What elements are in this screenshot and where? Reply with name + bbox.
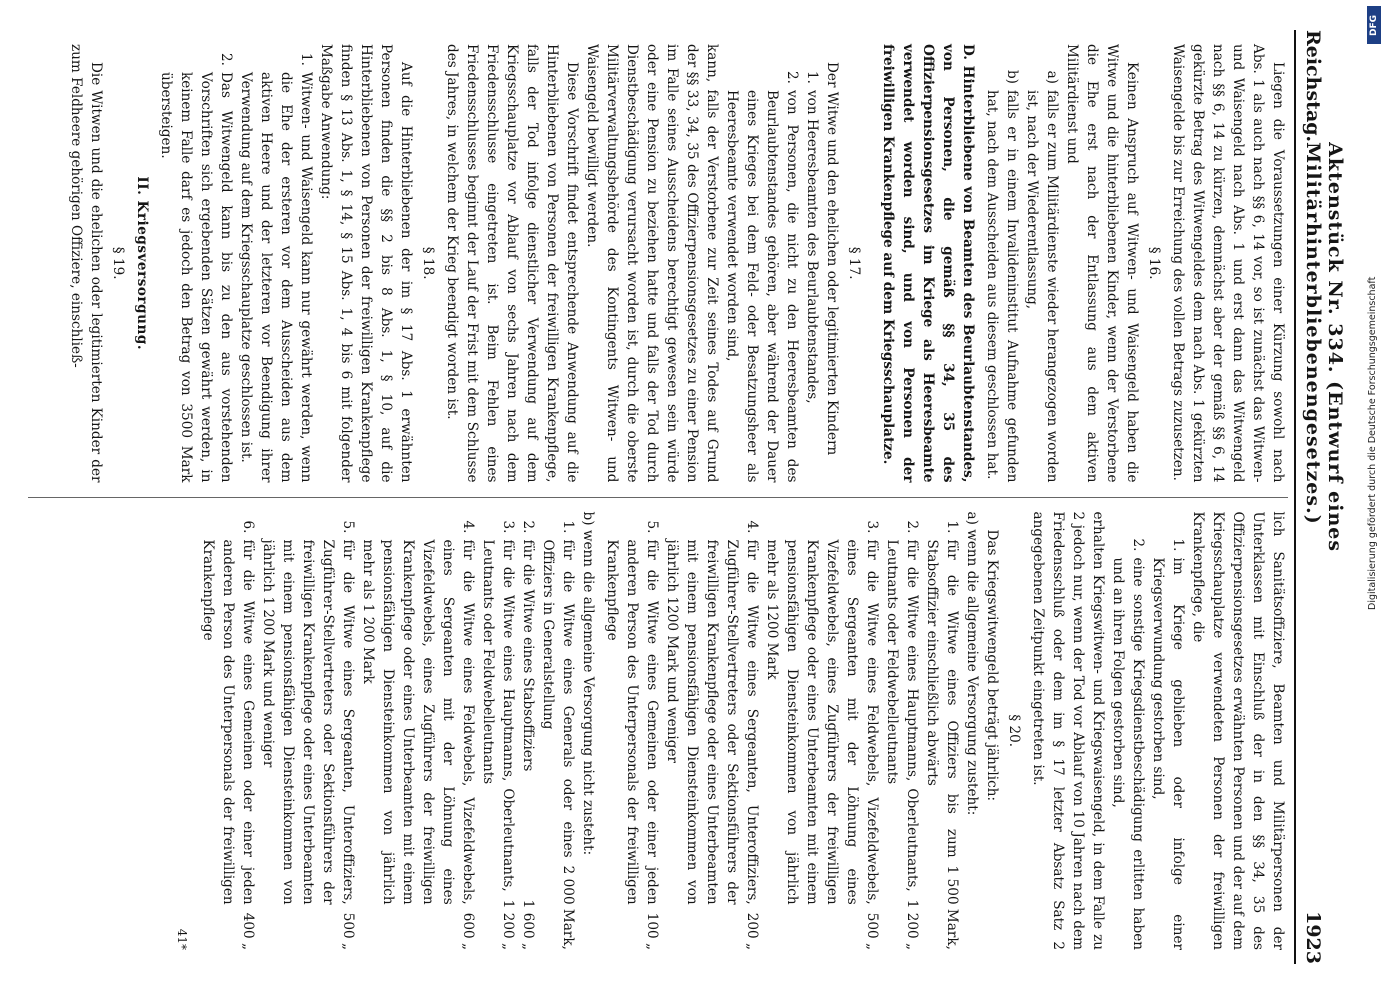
header-title: Aktenstück Nr. 334. (Entwurf eines Militärhinterbliebenengesetzes.) [1302, 142, 1346, 553]
signature-mark: 41* [175, 928, 189, 950]
list-item: 2. eine sonstige Kriegsdienstbeschädigung erlitten haben und an ihren Folgen gestorben sind, [1110, 538, 1146, 950]
part-heading: II. Kriegsversorgung. [134, 176, 151, 351]
list-item: 1. von Heeresbeamten des Beurlaubtenstandes, [804, 71, 821, 404]
paragraph: Diese Vorschrift findet entsprechende Anwendung auf die Hinterbliebenen von Personen der freiwilligen Krankenpflege, falls der Tod infolge dienstlicher Verwendung auf dem Kriegsschauplatze vor Ablauf von sechs Jahren nach dem Friedensschlusse eingetreten ist. Beim Fehlen eines Friedensschlusses beginnt der Lauf der Frist mit dem Schlusse des Jahres, in welchem der Krieg beendigt worden ist. [444, 44, 581, 483]
rate-row: 5. für die Witwe eines Sergeanten, Unteroffiziers, Zugführer-Stellvertreters oder Sektionsführers der freiwilligen Krankenpflege oder eines Unterbeamten mit einem pensionsfähigen Diensteinkommen von jährlich 1 200 Mark und weniger 500 „ [260, 520, 356, 950]
column-left [28, 30, 1288, 497]
rate-row: 1. für die Witwe eines Offiziers bis zum Stabsoffizier einschließlich abwärts 1 500 Mark, [924, 520, 960, 950]
subsection-heading: b) wenn die allgemeine Versorgung nicht zusteht: [580, 511, 596, 856]
list-item: 2. von Personen, die nicht zu den Heeresbeamten des Beurlaubtenstandes gehören, aber während der Dauer eines Krieges bei dem Feld- oder Besatzungsheer als Heeresbeamte verwendet worden sind, [724, 71, 801, 483]
rate-row: 5. für die Witwe eines Gemeinen oder einer jeden anderen Person des Unterpersonals der freiwilligen Krankenpflege 100 „ [604, 520, 660, 950]
funding-note: Digitalisierung gefördert durch die Deutsche Forschungsgemeinschaft [1367, 276, 1378, 610]
list-item: b) falls er in einem Invalideninstitut Aufnahme gefunden hat, nach dem Ausscheiden aus diesem geschlossen hat. [984, 69, 1020, 483]
rate-row: 2. für die Witwe eines Hauptmanns, Oberleutnants, Leutnants oder Feldwebelleutnants 1 200 „ [884, 520, 920, 950]
rate-row: 1. für die Witwe eines Generals oder eines Offiziers in Generalstellung 2 000 Mark, [540, 520, 576, 950]
page-number: 1923 [1302, 911, 1324, 964]
rate-row: 2. für die Witwe eines Stabsoffiziers 1 600 „ [520, 520, 536, 950]
dfg-logo-icon: DFG [1367, 6, 1381, 44]
paragraph: erhalten Kriegswitwen- und Kriegswaisengeld, in dem Falle zu 2 jedoch nur, wenn der Tod vor Ablauf von 10 Jahren nach dem Friedensschluß oder dem im § 17 letzter Absatz Satz 2 angegebenen Zeitpunkt eingetreten ist. [1030, 511, 1106, 950]
list-item: 1. Witwen- und Waisengeld kann nur gewährt werden, wenn die Ehe der ersteren vor dem Ausscheiden aus dem aktiven Heere und der letzteren vor Beendigung ihrer Verwendung auf dem Kriegsschauplatze geschlossen ist. [238, 53, 315, 483]
subsection-heading: a) wenn die allgemeine Versorgung zusteht: [964, 511, 980, 816]
paragraph: Auf die Hinterbliebenen der im § 17 Abs. 1 erwähnten Personen finden die §§ 2 bis 8 Abs. 1, § 10, auf die Hinterbliebenen von Personen der freiwilligen Krankenpflege finden § 13 Abs. 1, § 14, § 15 Abs. 1, 4 bis 6 mit folgender Maßgabe Anwendung: [318, 44, 415, 483]
list-item: 2. Das Witwengeld kann bis zu den aus vorstehenden Vorschriften sich ergebenden Sätzen gewährt werden, in keinem Falle darf es jedoch den Betrag von 3500 Mark übersteigen. [158, 53, 235, 483]
rate-row: 3. für die Witwe eines Hauptmanns, Oberleutnants, Leutnants oder Feldwebelleutnants 1 200 „ [480, 520, 516, 950]
text-columns [28, 30, 1288, 964]
paragraph: Liegen die Voraussetzungen einer Kürzung sowohl nach Abs. 1 als auch nach §§ 6, 14 vor, so ist zunächst das Witwen- und Waisengeld nach Abs. 1 und erst dann das Witwengeld nach §§ 6, 14 zu kürzen, demnächst aber der gemäß §§ 6, 14 gekürzte Betrag des Witwengeldes dem nach Abs. 1 gekürzten Waisengelde bis zur Erreichung des vollen Betrags zuzusetzen. [1170, 44, 1286, 483]
list-item: a) falls er zum Militärdienste wieder herangezogen worden ist, nach der Wiederentlassung, [1024, 70, 1060, 483]
paragraph: Die Witwen und die ehelichen oder legitimierten Kinder der zum Feldheere gehörigen Offiziere, einschließ- [68, 44, 105, 483]
section-heading: § 17. [846, 246, 863, 280]
paragraph: Das Kriegswitwengeld beträgt jährlich: [984, 529, 1000, 802]
rate-row: 6. für die Witwe eines Gemeinen oder einer jeden anderen Person des Unterpersonals der freiwilligen Krankenpflege 400 „ [200, 520, 256, 950]
rate-row: 3. für die Witwe eines Feldwebels, Vizefeldwebels, eines Sergeanten mit der Löhnung eines Vizefeldwebels, eines Zugführers der freiwilligen Krankenpflege oder eines Unterbeamten mit einem pensionsfähigen Diensteinkommen von jährlich mehr als 1200 Mark 500 „ [764, 520, 880, 950]
list-item: 1. im Kriege geblieben oder infolge einer Kriegsverwundung gestorben sind, [1150, 538, 1186, 950]
dfg-watermark [1365, 6, 1381, 1002]
rate-row: 4. für die Witwe eines Sergeanten, Unteroffiziers, Zugführer-Stellvertreters oder Sektionsführers der freiwilligen Krankenpflege oder eines Unterbeamten mit einem pensionsfähigen Diensteinkommen von jährlich 1200 Mark und weniger 200 „ [664, 520, 760, 950]
section-heading: § 16. [1146, 246, 1162, 280]
section-heading: § 19. [110, 246, 127, 280]
section-heading: § 20. [1006, 714, 1022, 748]
section-heading: § 18. [420, 246, 437, 280]
paragraph: kann, falls der Verstorbene zur Zeit seines Todes auf Grund der §§ 33, 34, 35 des Offizierpensionsgesetzes zu einer Pension im Falle seines Ausscheidens berechtigt gewesen sein würde oder eine Pension zu beziehen hatte und falls der Tod durch Dienstbeschädigung verursacht worden ist, durch die oberste Militärverwaltungsbehörde des Kontingents Witwen- und Waisengeld bewilligt werden. [584, 44, 721, 483]
running-head [1294, 30, 1346, 964]
part-heading: D. Hinterbliebene von Beamten des Beurlaubtenstandes, von Personen, die gemäß §§ 34, 35 des Offizierpensionsgesetzes im Kriege als Heeresbeamte verwendet worden sind, und von Personen der freiwilligen Krankenpflege auf dem Kriegsschauplatze. [880, 44, 976, 483]
paragraph: Der Witwe und den ehelichen oder legitimierten Kindern [824, 62, 841, 456]
header-left: Reichstag. [1302, 30, 1324, 143]
paragraph: lich Sanitätsoffiziere, Beamten und Militärpersonen der Unterklassen mit Einschluß der in den §§ 34, 35 des Offizierpensionsgesetzes erwähnten Personen und der auf dem Kriegsschauplatze verwendeten Personen der freiwilligen Krankenpflege, die [1190, 511, 1286, 950]
rate-row: 4. für die Witwe eines Feldwebels, Vizefeldwebels, eines Sergeanten mit der Löhnung eines Vizefeldwebels, eines Zugführers der freiwilligen Krankenpflege oder eines Unterbeamten mit einem pensionsfähigen Diensteinkommen von jährlich mehr als 1 200 Mark 600 „ [360, 520, 476, 950]
column-right [28, 497, 1288, 965]
paragraph: Keinen Anspruch auf Witwen- und Waisengeld haben die Witwe und die hinterbliebenen Kinder, wenn der Verstorbene die Ehe erst nach der Entlassung aus dem aktiven Militärdienst und [1064, 44, 1140, 483]
